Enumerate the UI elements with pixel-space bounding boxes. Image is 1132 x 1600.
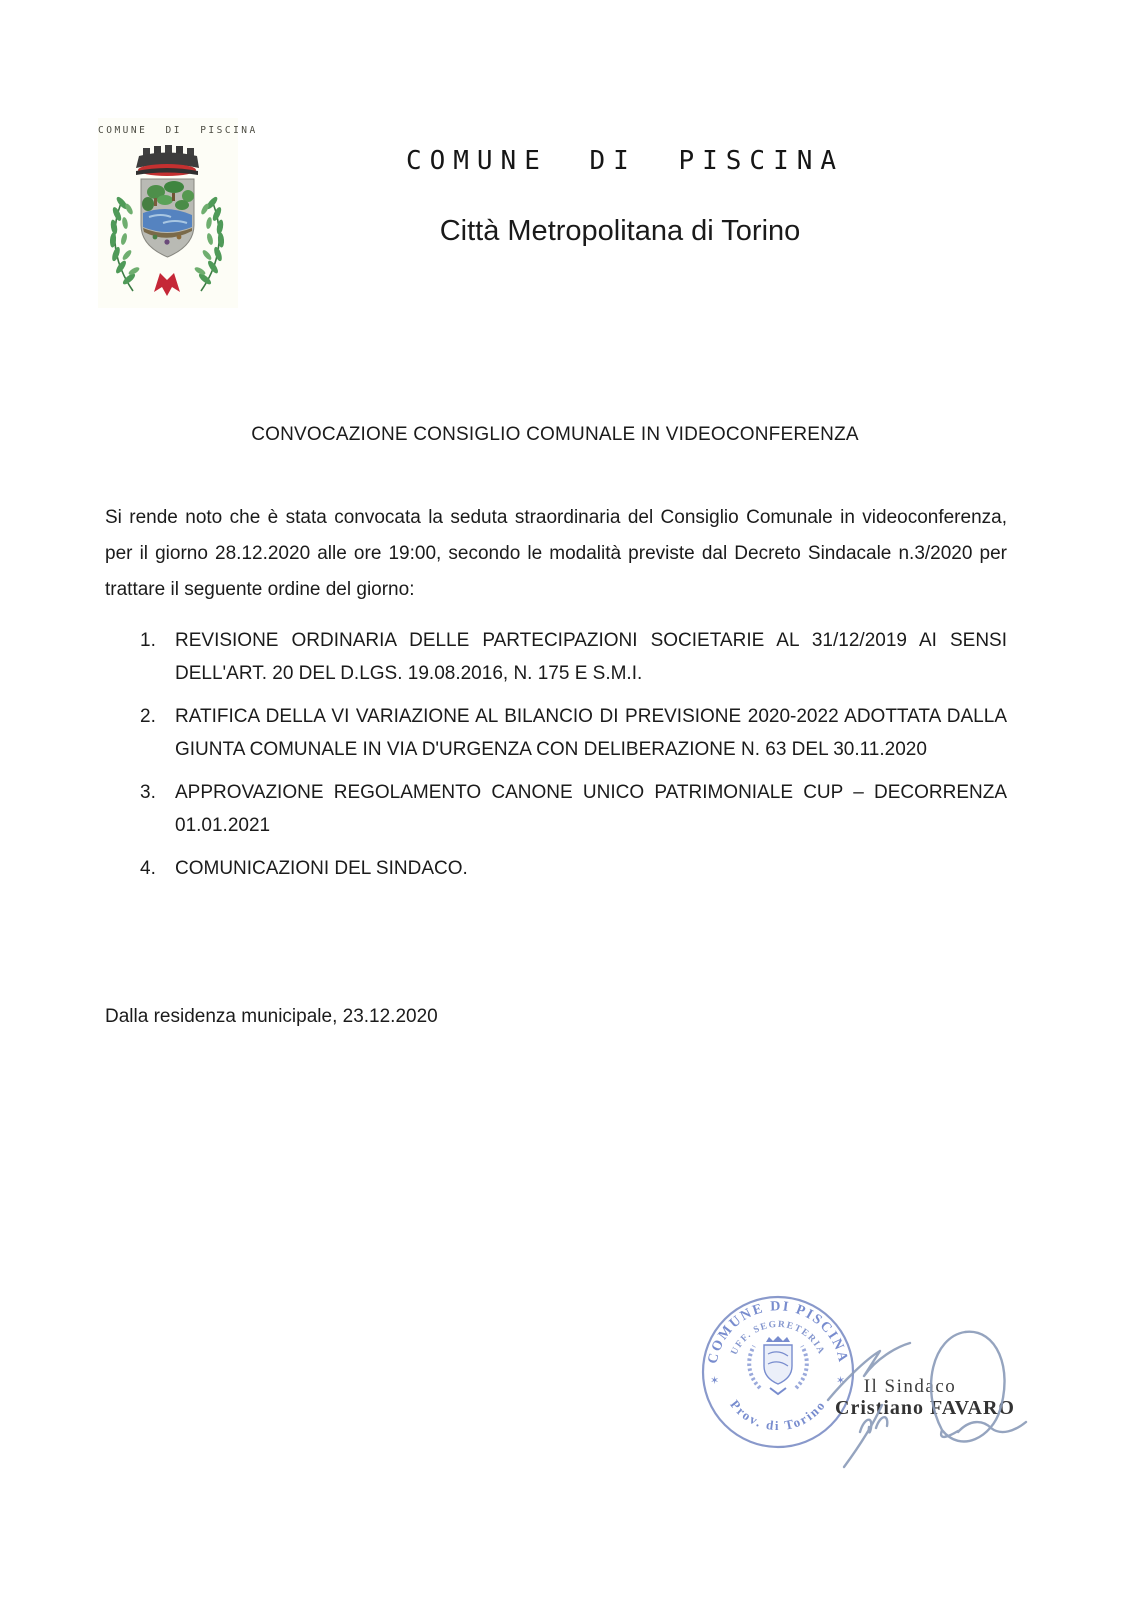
agenda-item: [140, 852, 1007, 885]
stamp-crest-icon: [749, 1336, 807, 1394]
agenda-item: [140, 624, 1007, 690]
logo-caption: COMUNE DI PISCINA: [98, 125, 258, 136]
official-stamp-icon: [698, 1292, 858, 1452]
agenda-item: [140, 700, 1007, 766]
stamp-ring-top-text: COMUNE DI PISCINA: [705, 1299, 851, 1366]
page-title: COMUNE DI PISCINA: [405, 146, 845, 176]
agenda-item-number: 4.: [140, 858, 156, 879]
municipal-logo: [98, 118, 258, 308]
agenda-item-text: REVISIONE ORDINARIA DELLE PARTECIPAZIONI SOCIETARIE AL 31/12/2019 AI SENSI DELL'ART. 20 DEL D.LGS. 19.08.2016, N. 175 E S.M.I.: [175, 630, 1007, 684]
crown-icon: [136, 145, 199, 176]
agenda-item-number: 1.: [140, 630, 156, 651]
dateline: Dalla residenza municipale, 23.12.2020: [105, 1006, 438, 1027]
agenda-item-text: APPROVAZIONE REGOLAMENTO CANONE UNICO PATRIMONIALE CUP – DECORRENZA 01.01.2021: [175, 782, 1007, 836]
stamp-star-right-icon: ✶: [836, 1375, 846, 1387]
signature-role: Il Sindaco: [863, 1376, 957, 1397]
document-heading: CONVOCAZIONE CONSIGLIO COMUNALE IN VIDEOCONFERENZA: [251, 424, 859, 445]
agenda-item-text: COMUNICAZIONI DEL SINDACO.: [175, 858, 468, 879]
page-subtitle: Città Metropolitana di Torino: [439, 215, 801, 247]
stamp-star-left-icon: ✶: [710, 1375, 720, 1387]
ribbon-icon: [154, 273, 180, 296]
agenda-item: [140, 776, 1007, 842]
stamp-ring-inner-text: UFF. SEGRETERIA: [729, 1319, 827, 1357]
agenda-item-text: RATIFICA DELLA VI VARIAZIONE AL BILANCIO DI PREVISIONE 2020-2022 ADOTTATA DALLA GIUNTA COMUNALE IN VIA D'URGENZA CON DELIBERAZIONE N. 63 DEL 30.11.2020: [175, 706, 1007, 760]
agenda-item-number: 2.: [140, 706, 156, 727]
agenda-list: [140, 624, 1007, 895]
signature-name: Cristiano FAVARO: [835, 1397, 1015, 1419]
agenda-item-number: 3.: [140, 782, 156, 803]
shield-icon: [141, 179, 194, 257]
municipal-crest-icon: [103, 143, 231, 301]
stamp-ring-bottom-text: Prov. di Torino: [727, 1396, 829, 1434]
body-paragraph: Si rende noto che è stata convocata la seduta straordinaria del Consiglio Comunale in videoconferenza, per il giorno 28.12.2020 alle ore 19:00, secondo le modalità previste dal Decreto Sindacale n.3/2020 per trattare il seguente ordine del giorno:: [105, 507, 1007, 600]
